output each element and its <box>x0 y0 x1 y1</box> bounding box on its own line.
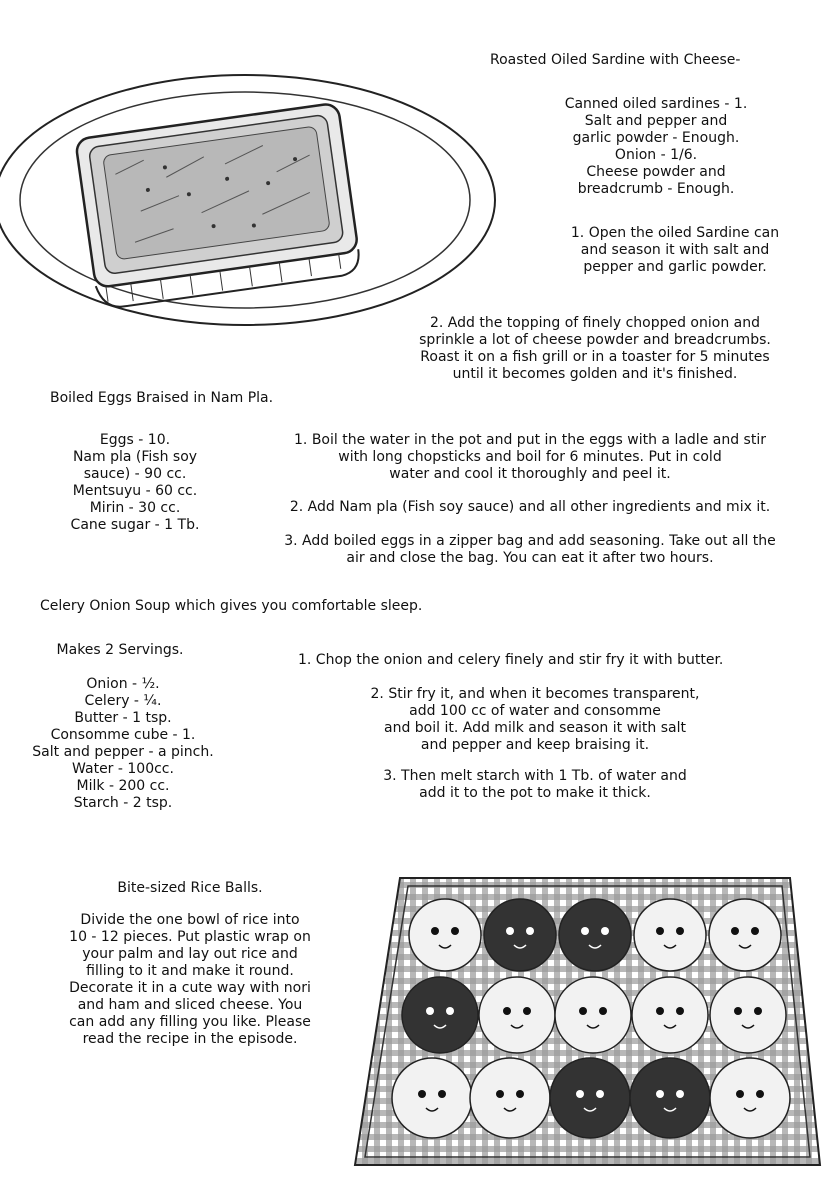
rice-ball-eye <box>451 927 459 935</box>
ingredient-line: Starch - 2 tsp. <box>73 795 173 811</box>
soup-title: Celery Onion Soup which gives you comfortable sleep. <box>40 598 423 614</box>
ingredient-line: Salt and pepper and <box>584 113 728 129</box>
rice-ball <box>555 977 631 1053</box>
rice-ball <box>632 977 708 1053</box>
rice-ball-eye <box>418 1090 426 1098</box>
ingredient-line: Milk - 200 cc. <box>76 778 170 794</box>
sardine-ingredients <box>540 96 772 198</box>
rice-ball-eye <box>731 927 739 935</box>
rice-ball-eye <box>601 927 609 935</box>
riceballs-body <box>40 912 340 1048</box>
step-line: Roast it on a fish grill or in a toaster for 5 minutes <box>420 349 770 365</box>
sardine-step-2 <box>385 315 805 383</box>
ingredient-line: breadcrumb - Enough. <box>577 181 735 197</box>
rice-ball-eye <box>506 927 514 935</box>
step-line: add 100 cc of water and consomme <box>409 703 661 719</box>
soup-step-3 <box>310 768 760 802</box>
step-line: and boil it. Add milk and season it with salt <box>384 720 686 736</box>
rice-ball <box>559 899 631 971</box>
rice-ball-eye <box>446 1007 454 1015</box>
step-line: 2. Stir fry it, and when it becomes transparent, <box>370 686 700 702</box>
rice-ball <box>710 1058 790 1138</box>
soup-servings: Makes 2 Servings. <box>56 642 184 658</box>
rice-ball-eye <box>736 1090 744 1098</box>
rice-ball <box>392 1058 472 1138</box>
eggs-title: Boiled Eggs Braised in Nam Pla. <box>50 390 274 406</box>
ingredient-line: Onion - 1/6. <box>614 147 698 163</box>
ingredient-line: Celery - ¼. <box>84 693 162 709</box>
ingredient-line: Mirin - 30 cc. <box>89 500 181 516</box>
rice-ball-eye <box>526 927 534 935</box>
rice-ball-tray-illustration <box>350 870 825 1175</box>
rice-ball-eye <box>596 1090 604 1098</box>
ingredient-line: Eggs - 10. <box>99 432 171 448</box>
step-line: sprinkle a lot of cheese powder and breadcrumbs. <box>419 332 771 348</box>
rice-ball <box>470 1058 550 1138</box>
ingredient-line: Consomme cube - 1. <box>50 727 196 743</box>
body-line: your palm and lay out rice and <box>82 946 298 962</box>
body-line: and ham and sliced cheese. You <box>77 997 303 1013</box>
step-line: with long chopsticks and boil for 6 minutes. Put in cold <box>338 449 722 465</box>
rice-ball-eye <box>734 1007 742 1015</box>
step-line: 2. Add the topping of finely chopped onion and <box>429 315 760 331</box>
body-line: Divide the one bowl of rice into <box>80 912 300 928</box>
rice-ball <box>709 899 781 971</box>
rice-ball-eye <box>581 927 589 935</box>
eggs-ingredients <box>40 432 230 534</box>
body-line: filling to it and make it round. <box>86 963 294 979</box>
step-line: and pepper and keep braising it. <box>420 737 650 753</box>
rice-ball-eye <box>656 1007 664 1015</box>
rice-ball <box>484 899 556 971</box>
rice-ball <box>409 899 481 971</box>
step-line: air and close the bag. You can eat it after two hours. <box>346 550 714 566</box>
ingredient-line: Salt and pepper - a pinch. <box>32 744 214 760</box>
rice-ball <box>630 1058 710 1138</box>
rice-ball-eye <box>656 1090 664 1098</box>
rice-ball-eye <box>756 1090 764 1098</box>
rice-ball-eye <box>676 1090 684 1098</box>
step-line: and season it with salt and <box>580 242 770 258</box>
ingredient-line: Canned oiled sardines - 1. <box>564 96 748 112</box>
rice-ball-eye <box>751 927 759 935</box>
soup-step-2 <box>310 686 760 754</box>
rice-ball-eye <box>438 1090 446 1098</box>
riceballs-title: Bite-sized Rice Balls. <box>117 880 263 896</box>
step-line: water and cool it thoroughly and peel it. <box>389 466 671 482</box>
eggs-step-2 <box>250 499 810 516</box>
rice-ball <box>634 899 706 971</box>
step-line: 2. Add Nam pla (Fish soy sauce) and all other ingredients and mix it. <box>289 499 771 515</box>
rice-ball <box>479 977 555 1053</box>
step-line: 3. Add boiled eggs in a zipper bag and add seasoning. Take out all the <box>284 533 776 549</box>
ingredient-line: Butter - 1 tsp. <box>74 710 172 726</box>
step-line: 1. Boil the water in the pot and put in the eggs with a ladle and stir <box>294 432 766 448</box>
rice-ball <box>550 1058 630 1138</box>
ingredient-line: Onion - ½. <box>86 676 160 692</box>
ingredient-line: Mentsuyu - 60 cc. <box>72 483 198 499</box>
soup-ingredients <box>18 676 228 812</box>
eggs-step-1 <box>250 432 810 483</box>
sardine-step-1 <box>535 225 815 276</box>
sardine-dish-illustration <box>0 40 500 340</box>
step-line: add it to the pot to make it thick. <box>419 785 651 801</box>
rice-ball-eye <box>656 927 664 935</box>
rice-ball-eye <box>503 1007 511 1015</box>
ingredient-line: Water - 100cc. <box>72 761 174 777</box>
step-line: 1. Chop the onion and celery finely and stir fry it with butter. <box>298 652 724 668</box>
rice-ball-eye <box>496 1090 504 1098</box>
body-line: 10 - 12 pieces. Put plastic wrap on <box>69 929 311 945</box>
rice-ball-eye <box>431 927 439 935</box>
rice-ball-eye <box>523 1007 531 1015</box>
step-line: until it becomes golden and it's finished. <box>452 366 738 382</box>
rice-ball-eye <box>754 1007 762 1015</box>
ingredient-line: sauce) - 90 cc. <box>83 466 187 482</box>
body-line: can add any filling you like. Please <box>69 1014 311 1030</box>
rice-ball-eye <box>676 927 684 935</box>
step-line: 3. Then melt starch with 1 Tb. of water and <box>383 768 687 784</box>
rice-ball-eye <box>599 1007 607 1015</box>
sardine-title: Roasted Oiled Sardine with Cheese- <box>490 52 741 68</box>
rice-ball <box>710 977 786 1053</box>
ingredient-line: garlic powder - Enough. <box>572 130 740 146</box>
ingredient-line: Nam pla (Fish soy <box>72 449 198 465</box>
rice-ball-eye <box>576 1090 584 1098</box>
rice-ball-eye <box>516 1090 524 1098</box>
eggs-step-3 <box>250 533 810 567</box>
step-line: pepper and garlic powder. <box>583 259 767 275</box>
rice-ball-eye <box>426 1007 434 1015</box>
body-line: Decorate it in a cute way with nori <box>69 980 311 996</box>
step-line: 1. Open the oiled Sardine can <box>570 225 780 241</box>
rice-ball-eye <box>676 1007 684 1015</box>
soup-step-1 <box>298 652 723 669</box>
body-line: read the recipe in the episode. <box>82 1031 298 1047</box>
ingredient-line: Cheese powder and <box>586 164 726 180</box>
rice-balls-group <box>392 899 790 1138</box>
ingredient-line: Cane sugar - 1 Tb. <box>70 517 200 533</box>
rice-ball-eye <box>579 1007 587 1015</box>
rice-ball <box>402 977 478 1053</box>
